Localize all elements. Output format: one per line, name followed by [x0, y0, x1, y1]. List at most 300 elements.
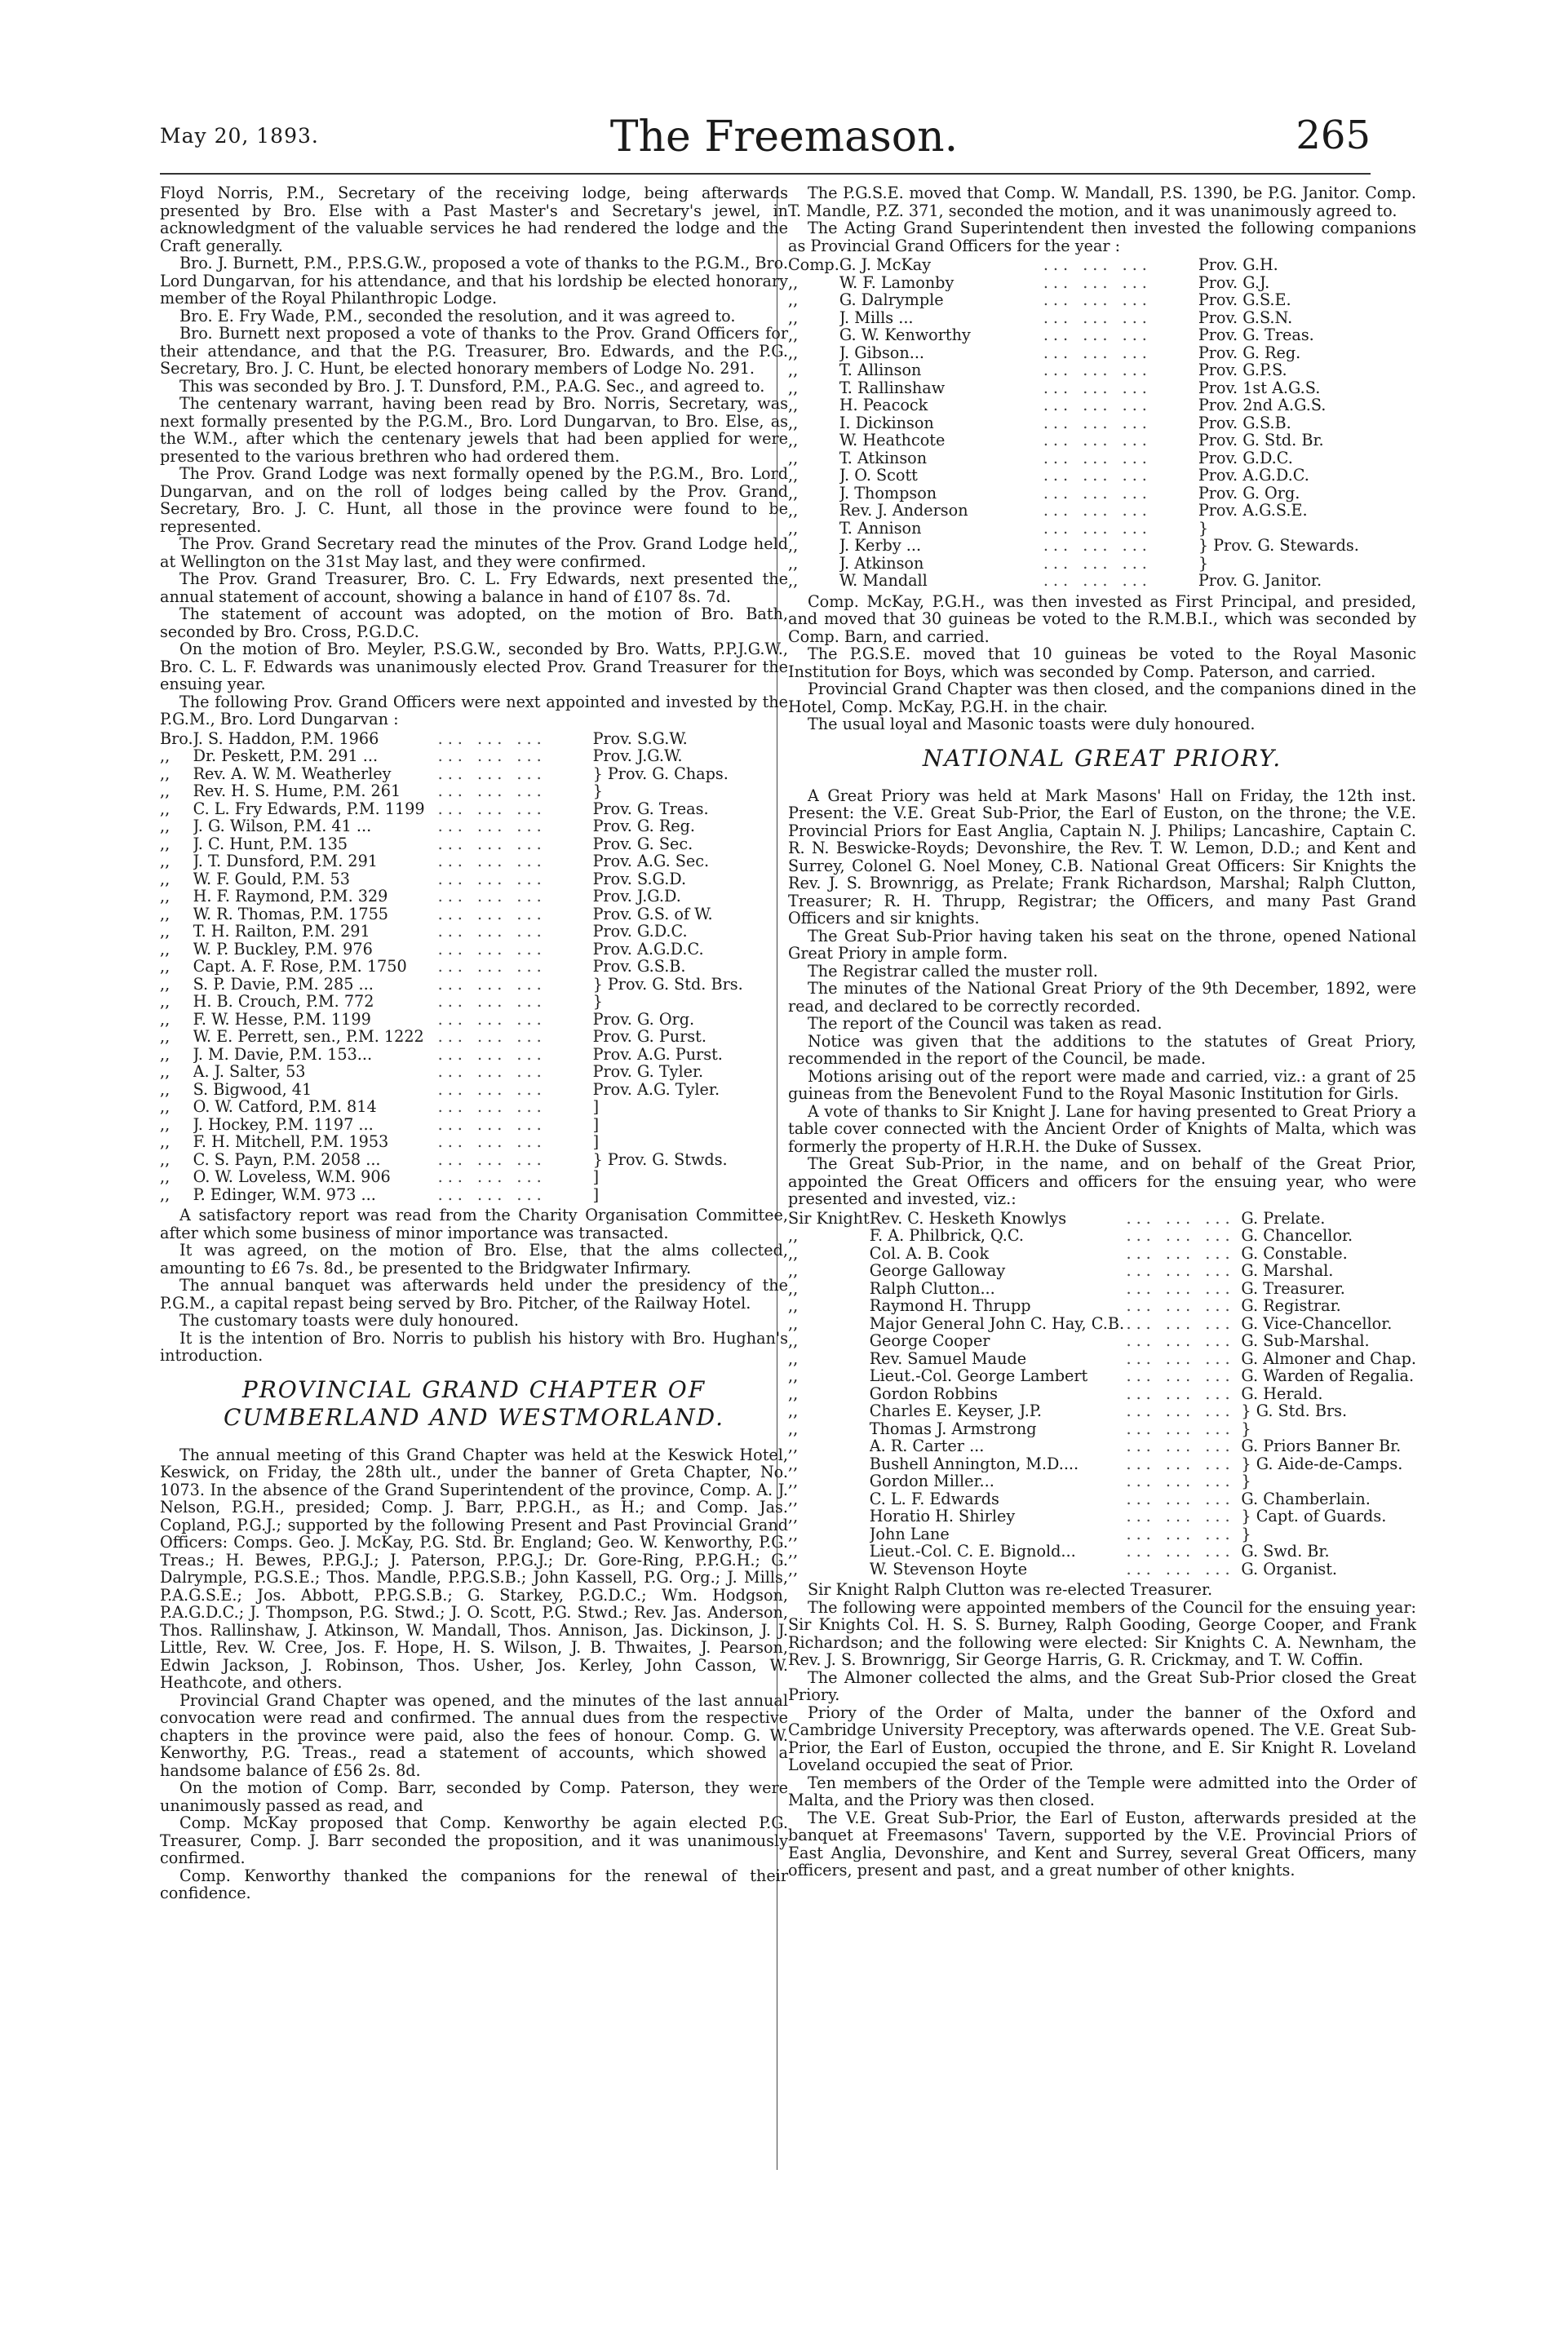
officer-row [788, 537, 1416, 555]
leader-dots: ... ... ... [1043, 308, 1152, 327]
officer-prefix: ,, [160, 1167, 171, 1186]
officer-row [160, 870, 788, 888]
officer-office: Prov. G.J. [1198, 272, 1270, 292]
officer-row [788, 344, 1416, 362]
officer-name: Raymond H. Thrupp [869, 1297, 1031, 1315]
officer-office: Prov. G.S.B. [1198, 413, 1291, 432]
officer-office: Prov. G. Treas. [592, 799, 709, 818]
leader-dots: ... ... ... [1126, 1331, 1235, 1350]
officer-prefix: ,, [160, 974, 171, 994]
officer-row [788, 432, 1416, 449]
officer-prefix: ,, [160, 939, 171, 959]
great-priory-closing [788, 1581, 1416, 1880]
officer-name: O. W. Loveless, W.M. 906 [193, 1168, 391, 1186]
officer-name: Capt. A. F. Rose, P.M. 1750 [193, 958, 407, 976]
officer-office: Prov. G. Org. [592, 1009, 695, 1029]
leader-dots: ... ... ... [1126, 1559, 1235, 1578]
officer-row [788, 1455, 1416, 1473]
paragraph: Comp. Kenworthy thanked the companions for the renewal of their confidence. [160, 1866, 788, 1902]
officer-row [788, 326, 1416, 344]
leader-dots: ... ... ... [1043, 483, 1152, 503]
officer-row [160, 1011, 788, 1029]
paragraph: Priory of the Order of Malta, under the banner of the Oxford and Cambridge University Preceptory, was afterwards opened. The V.E. Great Sub-Prior, the Earl of Euston, occupied the throne, and E. Sir Knight R. Loveland Loveland occupied the seat of Prior. [788, 1702, 1416, 1774]
officer-office: Prov. G.S.E. [1198, 290, 1291, 309]
officer-prefix: ,, [160, 764, 171, 783]
officer-row [788, 572, 1416, 590]
leader-dots: ... ... ... [437, 887, 547, 905]
great-officers-list [788, 1210, 1416, 1578]
officer-office: Prov. J.G.D. [592, 887, 681, 905]
paragraph: The Prov. Grand Lodge was next formally opened by the P.G.M., Bro. Lord Dungarvan, and on the roll of lodges being called by the Prov. Grand Secretary, Bro. J. C. Hunt, all those in the province were found to be represented. [160, 464, 788, 536]
officer-name: G. W. Kenworthy [839, 326, 971, 344]
officer-prefix: ,, [160, 1027, 171, 1046]
officer-name: Rev. A. W. M. Weatherley [193, 764, 392, 782]
officer-prefix: ,, [788, 1384, 799, 1403]
officer-name: G. Dalrymple [839, 291, 944, 309]
officer-name: F. A. Philbrick, Q.C. [869, 1227, 1024, 1245]
officer-office: Prov. A.G.D.C. [1198, 466, 1309, 485]
officer-row [788, 1385, 1416, 1403]
leader-dots: ... ... ... [1043, 553, 1152, 573]
officer-office: G. Prelate. [1241, 1208, 1326, 1228]
officer-prefix: ,, [160, 1079, 171, 1099]
leader-dots: ... ... ... [437, 922, 547, 941]
leader-dots: ... ... ... [1126, 1348, 1235, 1368]
officer-prefix: ,, [160, 869, 171, 888]
paragraph: On the motion of Comp. Barr, seconded by Comp. Paterson, they were unanimously passed as read, and [160, 1778, 788, 1815]
paragraph: The following Prov. Grand Officers were next appointed and invested by the P.G.M., Bro. Lord Dungarvan : [160, 692, 788, 728]
leader-dots: ... ... ... [437, 1062, 547, 1081]
leader-dots: ... ... ... [437, 764, 547, 783]
officer-name: J. Thompson [839, 484, 937, 502]
officer-office: G. Constable. [1241, 1243, 1348, 1263]
officer-name: Rev. C. Hesketh Knowlys [869, 1209, 1067, 1227]
officer-office: Prov. G. Janitor. [1198, 571, 1322, 590]
officer-office: Prov. S.G.W. [592, 728, 688, 748]
officer-row [788, 1543, 1416, 1561]
officer-row [160, 835, 788, 853]
officer-office: Prov. 2nd A.G.S. [1198, 396, 1327, 414]
leader-dots: ... ... ... [1126, 1401, 1235, 1420]
leader-dots: ... ... ... [1043, 325, 1152, 344]
officer-row [160, 941, 788, 959]
leader-dots: ... ... ... [1126, 1261, 1235, 1280]
officer-prefix: ,, [788, 1507, 799, 1525]
officer-name: T. H. Railton, P.M. 291 [193, 923, 370, 941]
left-after [160, 1207, 788, 1365]
leader-dots: ... ... ... [1043, 571, 1152, 590]
officer-office: Prov. G. Sec. [592, 834, 693, 853]
paragraph: Bro. J. Burnett, P.M., P.P.S.G.W., proposed a vote of thanks to the P.G.M., Bro. Lord Dungarvan, for his attendance, and that his lordship be elected honorary member of the Royal Philanthropic Lodge. [160, 254, 788, 308]
officer-office: Prov. G. Org. [1198, 483, 1300, 503]
officer-office: } [1241, 1472, 1251, 1490]
officer-office: Prov. G. Std. Br. [1198, 431, 1324, 449]
leader-dots: ... ... ... [437, 939, 547, 959]
officer-office: Prov. G.P.S. [1198, 361, 1287, 379]
officer-row [160, 1186, 788, 1204]
officer-prefix: ,, [788, 1454, 799, 1473]
officer-row [160, 888, 788, 905]
officer-office: G. Chamberlain. [1241, 1489, 1371, 1508]
paragraph: The Great Sub-Prior, in the name, and on behalf of the Great Prior, appointed the Great Officers and officers for the ensuing year, who were presented and invested, viz.: [788, 1154, 1416, 1208]
paragraph: Bro. E. Fry Wade, P.M., seconded the resolution, and it was agreed to. [179, 306, 736, 325]
paragraph: Ten members of the Order of the Temple were admitted into the Order of Malta, and the Priory was then closed. [788, 1773, 1416, 1809]
leader-dots: ... ... ... [437, 1027, 547, 1046]
officer-row [160, 747, 788, 765]
officer-name: C. L. Fry Edwards, P.M. 1199 [193, 799, 425, 817]
officer-office: G. Herald. [1241, 1384, 1323, 1403]
newspaper-title: The Freemason. [609, 113, 959, 162]
leader-dots: ... ... ... [1043, 361, 1152, 379]
officer-office: Prov. S.G.D. [592, 869, 687, 888]
officer-office: Prov. G. Reg. [1198, 343, 1301, 362]
leader-dots: ... ... ... [437, 1114, 547, 1134]
officer-row [788, 502, 1416, 520]
officer-name: H. F. Raymond, P.M. 329 [193, 888, 388, 905]
paragraph: A vote of thanks to Sir Knight J. Lane for having presented to Great Priory a table cover connected with the Ancient Order of Knights of Malta, which was formerly the property of H.R.H. the Duke of Sussex. [788, 1101, 1416, 1156]
officer-office: G. Organist. [1241, 1559, 1338, 1578]
leader-dots: ... ... ... [1126, 1296, 1235, 1315]
officer-name: Horatio H. Shirley [869, 1508, 1016, 1525]
officer-row [160, 1046, 788, 1064]
leader-dots: ... ... ... [437, 746, 547, 765]
officer-office: Prov. A.G.S.E. [1198, 501, 1308, 520]
leader-dots: ... ... ... [1043, 255, 1152, 274]
paragraph: The following were appointed members of the Council for the ensuing year: Sir Knights Col. H. S. S. Burney, Ralph Gooding, George Cooper, and Frank Richardson; and the following were elected: Sir Knights C. A. Newnham, the Rev. J. S. Brownrigg, Sir George Harris, G. R. Crickmay, and T. W. Coffin. [788, 1597, 1416, 1669]
leader-dots: ... ... ... [1126, 1384, 1235, 1403]
officer-row [160, 923, 788, 941]
officer-office: Prov. A.G. Tyler. [592, 1079, 720, 1099]
officer-office: } [1198, 553, 1209, 573]
officer-row [788, 414, 1416, 432]
officer-name: George Cooper [869, 1332, 990, 1350]
officer-prefix: ,, [160, 904, 171, 923]
leader-dots: ... ... ... [437, 1044, 547, 1064]
officer-office: G. Treasurer. [1241, 1278, 1345, 1298]
officer-row [788, 1525, 1416, 1543]
officer-office: Prov. G.D.C. [592, 922, 688, 941]
leader-dots: ... ... ... [1043, 536, 1152, 555]
officer-office: } G. Aide-de-Camps. [1241, 1454, 1403, 1473]
officer-name: Bushell Annington, M.D.... [869, 1455, 1079, 1472]
officer-row [788, 1420, 1416, 1438]
officer-row [788, 1297, 1416, 1315]
officer-prefix: ,, [788, 448, 799, 467]
officer-office: ] [592, 1132, 600, 1151]
officer-name: T. Rallinshaw [839, 379, 946, 396]
paragraph: The Prov. Grand Secretary read the minutes of the Prov. Grand Lodge held at Wellington on the 31st May last, and they were confirmed. [160, 534, 788, 571]
officer-row [788, 1315, 1416, 1333]
leader-dots: ... ... ... [437, 974, 547, 994]
officer-name: P. Edinger, W.M. 973 ... [193, 1185, 376, 1203]
officer-row [160, 1116, 788, 1134]
officer-office: G. Warden of Regalia. [1241, 1366, 1415, 1385]
officer-row [788, 256, 1416, 274]
officer-row [788, 291, 1416, 309]
great-priory-body [788, 787, 1416, 1208]
paragraph: A satisfactory report was read from the Charity Organisation Committee, after which some business of minor importance was transacted. [160, 1206, 788, 1242]
paragraph: Floyd Norris, P.M., Secretary of the receiving lodge, being afterwards presented by Bro. Else with a Past Master's and Secretary's jewel, in acknowledgment of the valuable services he had rendered the lodge and the Craft generally. [160, 184, 788, 255]
officer-office: G. Vice-Chancellor. [1241, 1313, 1393, 1333]
officer-row [788, 274, 1416, 292]
officer-prefix: ,, [160, 834, 171, 853]
officer-name: W. F. Lamonby [839, 273, 955, 291]
officer-name: George Galloway [869, 1262, 1006, 1280]
officer-name: O. W. Catford, P.M. 814 [193, 1098, 377, 1116]
officer-name: John Lane [869, 1525, 950, 1543]
officer-prefix: ,, [160, 1062, 171, 1081]
leader-dots: ... ... ... [437, 957, 547, 976]
officer-name: Ralph Clutton... [869, 1279, 995, 1297]
officer-prefix: ,, [788, 1437, 799, 1455]
officer-name: Lieut.-Col. C. E. Bignold... [869, 1543, 1076, 1561]
officer-row [788, 1210, 1416, 1228]
leader-dots: ... ... ... [1126, 1507, 1235, 1525]
issue-date: May 20, 1893. [160, 124, 319, 148]
officer-prefix: Comp. [788, 255, 839, 274]
officer-name: G. J. McKay [839, 256, 932, 274]
leader-dots: ... ... ... [437, 1184, 547, 1204]
leader-dots: ... ... ... [437, 1079, 547, 1099]
officer-name: H. Peacock [839, 396, 928, 414]
paragraph: Comp. McKay proposed that Comp. Kenworthy be again elected P.G. Treasurer, Comp. J. Barr seconded the proposition, and it was unanimously confirmed. [160, 1813, 788, 1867]
section-heading-cumberland: PROVINCIAL GRAND CHAPTER OF CUMBERLAND AND WESTMORLAND. [224, 1375, 724, 1431]
paragraph: Provincial Grand Chapter was then closed, and the companions dined in the Hotel, Comp. McKay, P.G.H. in the chair. [788, 680, 1416, 716]
officer-office: Prov. G.S.B. [592, 957, 686, 976]
leader-dots: ... ... ... [1126, 1489, 1235, 1508]
officer-row [160, 852, 788, 870]
officer-prefix: ,, [788, 361, 799, 379]
leader-dots: ... ... ... [1043, 396, 1152, 414]
leader-dots: ... ... ... [437, 852, 547, 870]
paragraph: The P.G.S.E. moved that 10 guineas be voted to the Royal Masonic Institution for Boys, which was seconded by Comp. Paterson, and carried. [788, 644, 1416, 681]
officer-name: J. O. Scott [839, 467, 918, 485]
officer-name: J. M. Davie, P.M. 153... [193, 1045, 373, 1063]
paragraph: Provincial Grand Chapter was opened, and the minutes of the last annual convocation were read and confirmed. The annual dues from the respective chapters in the province were paid, also the fees of honour. Comp. G. W. Kenworthy, P.G. Treas., read a statement of accounts, which showed a handsome balance of £56 2s. 8d. [160, 1690, 788, 1780]
officer-office: Prov. J.G.W. [592, 746, 683, 765]
officer-name: J. Atkinson [839, 554, 924, 572]
officer-office: G. Swd. Br. [1241, 1542, 1330, 1561]
officer-office: } Prov. G. Stwds. [592, 1149, 728, 1169]
officer-prefix: ,, [788, 536, 799, 555]
officer-office: Prov. G.D.C. [1198, 448, 1293, 467]
leader-dots: ... ... ... [437, 1132, 547, 1151]
officer-row [788, 1227, 1416, 1245]
officer-prefix: ,, [788, 1243, 799, 1263]
leader-dots: ... ... ... [1126, 1313, 1235, 1333]
officer-row [160, 993, 788, 1011]
right-after [788, 593, 1416, 733]
officer-prefix: ,, [788, 1261, 799, 1280]
officer-prefix: ,, [788, 1313, 799, 1333]
officer-office: G. Marshal. [1241, 1261, 1334, 1280]
officer-row [788, 379, 1416, 397]
officer-name: I. Dickinson [839, 414, 934, 432]
officer-prefix: ,, [788, 1524, 799, 1543]
section-heading-great-priory: NATIONAL GREAT PRIORY. [922, 744, 1282, 772]
officer-prefix: ,, [788, 378, 799, 397]
officer-prefix: ,, [160, 992, 171, 1011]
officer-prefix: ,, [788, 518, 799, 538]
prov-grand-officers-list [160, 730, 788, 1204]
officer-name: Major General John C. Hay, C.B. [869, 1314, 1125, 1332]
paragraph: The customary toasts were duly honoured. [179, 1311, 519, 1330]
officer-office: ] [592, 1114, 600, 1134]
officer-prefix: ,, [160, 957, 171, 976]
officer-prefix: ,, [788, 396, 799, 414]
leader-dots: ... ... ... [1126, 1472, 1235, 1490]
officer-prefix: ,, [160, 746, 171, 765]
officer-row [788, 1350, 1416, 1368]
officer-row [788, 485, 1416, 503]
paragraph: The P.G.S.E. moved that Comp. W. Mandall, P.S. 1390, be P.G. Janitor. Comp. T. Mandle, P.Z. 371, seconded the motion, and it was unanimously agreed to. [788, 184, 1416, 220]
officer-name: A. R. Carter ... [869, 1437, 985, 1455]
officer-prefix: ,, [788, 343, 799, 362]
chapter-officers-list [788, 256, 1416, 590]
officer-row [160, 1151, 788, 1169]
officer-row [788, 396, 1416, 414]
leader-dots: ... ... ... [1126, 1208, 1235, 1228]
paragraph: Bro. Burnett next proposed a vote of thanks to the Prov. Grand Officers for their attendance, and that the P.G. Treasurer, Bro. Edwards, and the P.G. Secretary, Bro. J. C. Hunt, be elected honorary members of Lodge No. 291. [160, 324, 788, 378]
officer-office: } [1241, 1524, 1251, 1543]
officer-name: W. P. Buckley, P.M. 976 [193, 940, 373, 958]
officer-prefix: ,, [788, 1348, 799, 1368]
paragraph: The Great Sub-Prior having taken his seat on the throne, opened National Great Priory in ample form. [788, 926, 1416, 963]
officer-office: } [1241, 1419, 1251, 1438]
leader-dots: ... ... ... [437, 781, 547, 800]
officer-row [788, 1437, 1416, 1455]
officer-prefix: ,, [160, 922, 171, 941]
officer-name: Dr. Peskett, P.M. 291 ... [193, 747, 379, 765]
officer-row [160, 905, 788, 923]
paragraph: The Almoner collected the alms, and the Great Sub-Prior closed the Great Priory. [788, 1667, 1416, 1704]
paragraph: Sir Knight Ralph Clutton was re-elected Treasurer. [808, 1580, 1213, 1599]
officer-prefix: ,, [160, 1044, 171, 1064]
leader-dots: ... ... ... [437, 904, 547, 923]
officer-prefix: ,, [788, 1419, 799, 1438]
officer-row [788, 309, 1416, 327]
leader-dots: ... ... ... [1043, 501, 1152, 520]
cumberland-body [160, 1446, 788, 1902]
officer-row [788, 520, 1416, 538]
leader-dots: ... ... ... [1126, 1226, 1235, 1245]
officer-name: A. J. Salter, 53 [193, 1063, 306, 1081]
officer-office: Prov. A.G.D.C. [592, 939, 704, 959]
officer-row [788, 555, 1416, 573]
officer-row [788, 1262, 1416, 1280]
officer-prefix: ,, [160, 817, 171, 835]
officer-prefix: ,, [788, 1559, 799, 1578]
officer-name: Charles E. Keyser, J.P. [869, 1402, 1042, 1420]
masthead [0, 0, 1568, 171]
officer-office: Prov. G. Tyler. [592, 1062, 704, 1081]
paragraph: A Great Priory was held at Mark Masons' Hall on Friday, the 12th inst. Present: the V.E. Great Sub-Prior, the Earl of Euston, on the throne; the V.E. Provincial Priors for East Anglia, Captain N. J. Philips; Lancashire, Captain C. R. N. Beswicke-Royds; Devonshire, the Rev. T. W. Lemon, D.D.; and Kent and Surrey, Colonel G. Noel Money, C.B. National Great Officers: Sir Knights the Rev. J. S. Brownrigg, as Prelate; Frank Richardson, Marshal; Ralph Clutton, Treasurer; R. H. Thrupp, Registrar; the Officers, and many Past Grand Officers and sir knights. [788, 786, 1416, 928]
officer-row [788, 361, 1416, 379]
leader-dots: ... ... ... [1043, 378, 1152, 397]
officer-office: Prov. G. Treas. [1198, 325, 1314, 344]
leader-dots: ... ... ... [437, 1149, 547, 1169]
officer-row [160, 1028, 788, 1046]
officer-name: F. H. Mitchell, P.M. 1953 [193, 1133, 389, 1151]
officer-prefix: ,, [788, 1489, 799, 1508]
paragraph: The statement of account was adopted, on the motion of Bro. Bath, seconded by Bro. Cross, P.G.D.C. [160, 604, 788, 641]
officer-prefix: ,, [160, 1132, 171, 1151]
officer-name: J. C. Hunt, P.M. 135 [193, 835, 348, 852]
officer-name: F. W. Hesse, P.M. 1199 [193, 1010, 371, 1028]
officer-name: J. Kerby ... [839, 537, 922, 555]
officer-office: } [1198, 518, 1209, 538]
officer-name: J. Mills ... [839, 308, 914, 326]
officer-row [788, 1367, 1416, 1385]
officer-name: W. R. Thomas, P.M. 1755 [193, 905, 388, 923]
leader-dots: ... ... ... [1043, 448, 1152, 467]
leader-dots: ... ... ... [437, 799, 547, 818]
officer-name: Rev. H. S. Hume, P.M. 261 [193, 782, 401, 800]
officer-prefix: ,, [788, 290, 799, 309]
leader-dots: ... ... ... [1043, 431, 1152, 449]
leader-dots: ... ... ... [1126, 1454, 1235, 1473]
officer-office: ] [592, 1097, 600, 1116]
officer-prefix: ,, [160, 781, 171, 800]
paragraph: The Registrar called the muster roll. [808, 961, 1098, 981]
officer-prefix: ,, [788, 571, 799, 590]
leader-dots: ... ... ... [1126, 1437, 1235, 1455]
officer-row [788, 1332, 1416, 1350]
officer-row [160, 976, 788, 994]
header-rule [160, 173, 1371, 175]
officer-office: Prov. G. Purst. [592, 1027, 706, 1046]
officer-office: ] [592, 1184, 600, 1204]
officer-name: T. Annison [839, 519, 922, 537]
officer-row [160, 800, 788, 818]
officer-prefix: ,, [160, 1149, 171, 1169]
officer-prefix: ,, [788, 1472, 799, 1490]
leader-dots: ... ... ... [437, 834, 547, 853]
officer-name: Rev. Samuel Maude [869, 1349, 1027, 1367]
officer-name: W. F. Gould, P.M. 53 [193, 870, 350, 888]
officer-prefix: ,, [160, 852, 171, 870]
officer-office: Prov. A.G. Purst. [592, 1044, 723, 1064]
officer-name: Thomas J. Armstrong [869, 1419, 1037, 1437]
right-column [788, 184, 1416, 1880]
officer-row [160, 782, 788, 800]
officer-prefix: ,, [788, 325, 799, 344]
officer-office: Prov. G. Reg. [592, 817, 696, 835]
paragraph: The Acting Grand Superintendent then invested the following companions as Provincial Grand Officers for the year : [788, 219, 1416, 255]
officer-row [788, 467, 1416, 485]
paragraph: The minutes of the National Great Priory of the 9th December, 1892, were read, and declared to be correctly recorded. [788, 979, 1416, 1016]
officer-prefix: ,, [788, 1278, 799, 1298]
leader-dots: ... ... ... [437, 728, 547, 748]
officer-prefix: ,, [788, 1542, 799, 1561]
leader-dots: ... ... ... [1043, 518, 1152, 538]
page-number: 265 [1296, 113, 1371, 158]
officer-office: G. Registrar. [1241, 1296, 1341, 1315]
officer-name: W. Heathcote [839, 432, 946, 449]
officer-office: Prov. G.H. [1198, 255, 1278, 274]
officer-row [788, 449, 1416, 467]
officer-office: } Prov. G. Stewards. [1198, 536, 1359, 555]
officer-name: Lieut.-Col. George Lambert [869, 1367, 1088, 1385]
officer-name: T. Allinson [839, 361, 922, 379]
officer-prefix: ,, [788, 483, 799, 503]
officer-row [160, 1063, 788, 1081]
officer-prefix: ,, [160, 1097, 171, 1116]
officer-name: T. Atkinson [839, 449, 928, 467]
right-intro [788, 184, 1416, 255]
officer-office: } Capt. of Guards. [1241, 1507, 1387, 1525]
leader-dots: ... ... ... [1126, 1243, 1235, 1263]
